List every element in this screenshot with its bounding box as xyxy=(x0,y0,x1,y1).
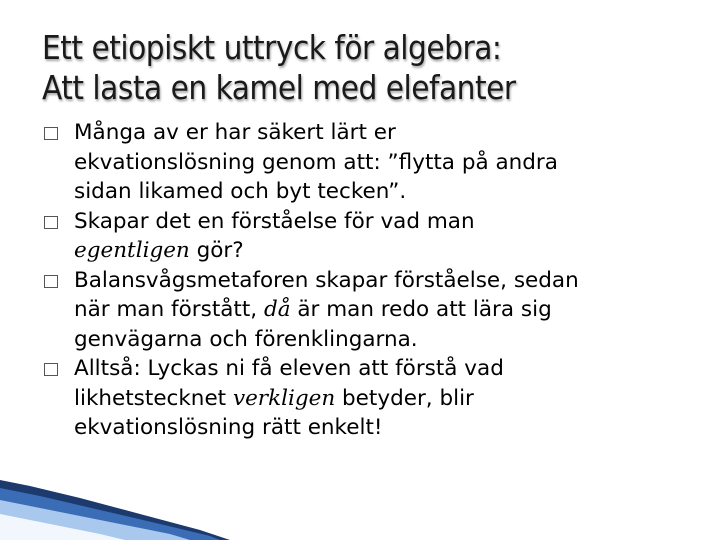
bullet-item xyxy=(44,207,704,266)
bullet-1-line-1: Många av er har säkert lärt er xyxy=(74,120,396,145)
bullet-2-line-2 xyxy=(74,236,704,266)
slide-title xyxy=(42,28,702,108)
bullet-item xyxy=(44,266,704,355)
bullet-item xyxy=(44,118,704,207)
checkbox-bullet-icon xyxy=(44,363,58,376)
title-line-1: Ett etiopiskt uttryck för algebra: xyxy=(42,28,502,67)
bullet-1-line-3: sidan likamed och byt tecken”. xyxy=(74,179,407,204)
emphasis-text: egentligen xyxy=(74,238,190,263)
bullet-3-line-1: Balansvågsmetaforen skapar förståelse, sedan xyxy=(74,267,579,293)
bullet-item xyxy=(44,354,704,443)
emphasis-text: då xyxy=(263,297,291,322)
bullet-2-line-2-rest: gör? xyxy=(189,238,244,263)
checkbox-bullet-icon xyxy=(44,275,58,288)
bullet-1-line-2: ekvationslösning genom att: ”flytta på andra xyxy=(74,149,558,175)
checkbox-bullet-icon xyxy=(44,127,58,140)
bullet-4-line-2-post: betyder, blir xyxy=(335,385,474,411)
bullet-4-line-2 xyxy=(74,384,704,414)
bullet-list xyxy=(44,118,704,443)
title-line-2: Att lasta en kamel med elefanter xyxy=(42,68,516,107)
wave-decoration xyxy=(0,440,720,540)
checkbox-bullet-icon xyxy=(44,216,58,229)
bullet-4-line-3: ekvationslösning rätt enkelt! xyxy=(74,415,383,440)
bullet-3-line-2 xyxy=(74,295,704,325)
bullet-3-line-3: genvägarna och förenklingarna. xyxy=(74,326,418,352)
bullet-4-line-1: Alltså: Lyckas ni få eleven att förstå vad xyxy=(74,356,504,381)
bullet-4-line-2-pre: likhetstecknet xyxy=(74,385,233,411)
emphasis-text: verkligen xyxy=(232,385,336,411)
bullet-3-line-2-pre: när man förstått, xyxy=(74,297,264,322)
bullet-3-line-2-post: är man redo att lära sig xyxy=(290,297,552,322)
bullet-2-line-1: Skapar det en förståelse för vad man xyxy=(74,208,475,234)
